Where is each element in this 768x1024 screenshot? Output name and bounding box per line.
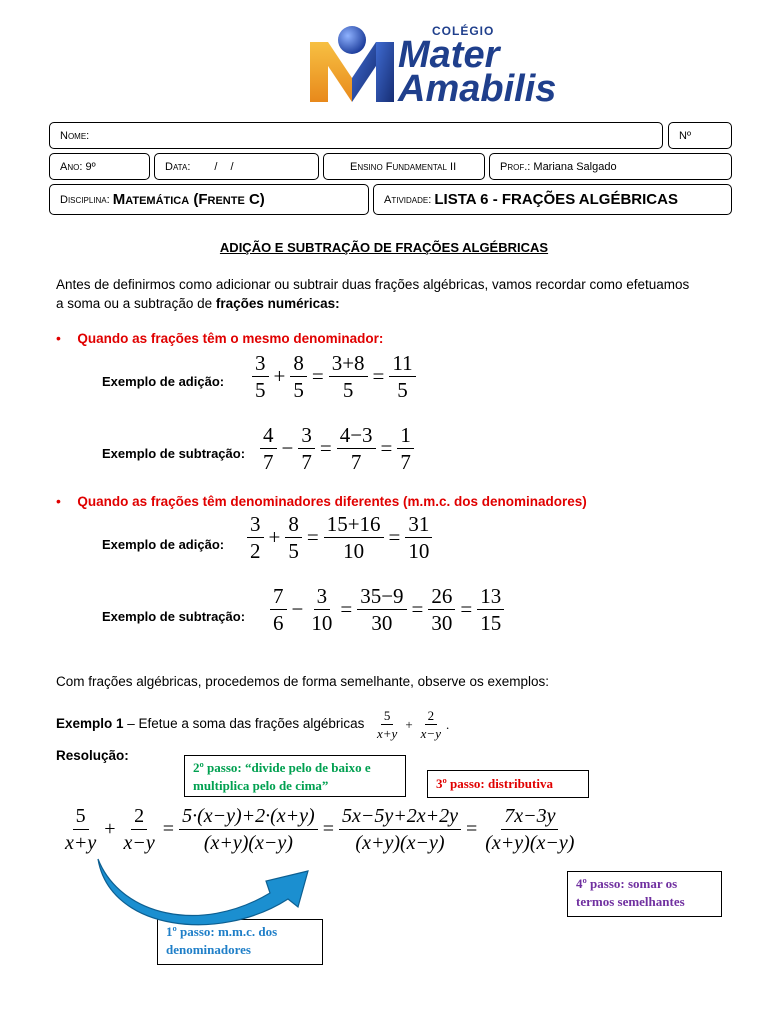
eq2-b-num: 3 bbox=[298, 423, 315, 449]
eq3-a-num: 3 bbox=[247, 512, 264, 538]
equation-subtraction-2: $\frac{7}{6}$ − $\frac{3}{10}$ = $\frac{35-9}{30}$ = $\frac{26}{30}$ = $\frac{13}{15}$ bbox=[268, 584, 506, 635]
logo-m-icon bbox=[306, 22, 398, 106]
bullet-dot-icon: • bbox=[56, 330, 61, 346]
ano-value: 9º bbox=[85, 160, 96, 173]
equation-addition-1: $\frac{3}{5}$ + $\frac{8}{5}$ = $\frac{3+8}{5}$ = $\frac{11}{5}$ bbox=[250, 351, 418, 402]
eq4-op: − bbox=[291, 597, 304, 621]
eq3-b-num: 8 bbox=[285, 512, 302, 538]
eq1-c-num: 3+8 bbox=[329, 351, 368, 377]
nome-label: Nome: bbox=[60, 129, 90, 142]
intro-paragraph bbox=[56, 275, 736, 313]
logo-line2: Amabilis bbox=[398, 68, 557, 110]
intro-line-2: a soma ou a subtração de bbox=[56, 296, 216, 311]
eq4-c-den: 30 bbox=[371, 611, 393, 635]
exemplo1-fractions: $\frac{5}{x+y}$ + $\frac{2}{x-y}$ . bbox=[372, 708, 449, 741]
data-label: Data: bbox=[165, 160, 191, 173]
eq4-c-num: 35−9 bbox=[357, 584, 406, 610]
bullet-dot-icon: • bbox=[56, 493, 61, 509]
eq1-c-den: 5 bbox=[342, 378, 354, 402]
logo-wordmark bbox=[398, 24, 557, 110]
algebraic-intro: Com frações algébricas, procedemos de forma semelhante, observe os exemplos: bbox=[56, 674, 549, 689]
example-addition-label-2: Exemplo de adição: bbox=[102, 537, 225, 552]
main-r-num: 7x−3y bbox=[501, 804, 558, 830]
step3-box: 3º passo: distributiva bbox=[427, 770, 589, 798]
ex1-a-den: x+y bbox=[377, 726, 398, 741]
eq3-r-num: 31 bbox=[405, 512, 432, 538]
eq1-r-den: 5 bbox=[397, 378, 408, 402]
eq2-c-den: 7 bbox=[350, 450, 362, 474]
curved-arrow-icon bbox=[90, 855, 330, 935]
data-field[interactable] bbox=[154, 153, 319, 180]
eq4-r-num: 13 bbox=[477, 584, 504, 610]
school-logo bbox=[306, 22, 398, 111]
eq1-r-num: 11 bbox=[389, 351, 415, 377]
eq4-r-den: 15 bbox=[480, 611, 502, 635]
step2-box: 2º passo: “divide pelo de baixo e multiplica pelo de cima” bbox=[184, 755, 406, 797]
main-equation: $\frac{5}{x+y}$ + $\frac{2}{x-y}$ = $\frac{5\cdot(x-y)+2\cdot(x+y)}{(x+y)(x-y)}$ = $\frac{5x-5y+2x+2y}{(x+y)(x-y)}$ = $\frac{7x-3y}{(x+y)(x-y)}$ bbox=[60, 804, 579, 855]
bullet-same-denominator bbox=[56, 330, 383, 348]
eq2-c-num: 4−3 bbox=[337, 423, 376, 449]
logo-small-text: COLÉGIO bbox=[432, 24, 495, 38]
exemplo1-text: – Efetue a soma das frações algébricas bbox=[123, 716, 365, 731]
eq3-a-den: 2 bbox=[250, 539, 261, 563]
ensino-label: Ensino Fundamental II bbox=[350, 160, 457, 173]
ex1-b-den: x−y bbox=[420, 726, 441, 741]
ano-field[interactable] bbox=[49, 153, 150, 180]
numero-label: Nº bbox=[679, 129, 691, 142]
equation-addition-2: $\frac{3}{2}$ + $\frac{8}{5}$ = $\frac{15+16}{10}$ = $\frac{31}{10}$ bbox=[245, 512, 434, 563]
ex1-b-num: 2 bbox=[425, 708, 438, 725]
eq1-a-den: 5 bbox=[255, 378, 266, 402]
example-subtraction-label-2: Exemplo de subtração: bbox=[102, 609, 246, 624]
eq2-b-den: 7 bbox=[301, 450, 312, 474]
equation-subtraction-1: $\frac{4}{7}$ − $\frac{3}{7}$ = $\frac{4-3}{7}$ = $\frac{1}{7}$ bbox=[258, 423, 416, 474]
step4-box: 4º passo: somar os termos semelhantes bbox=[567, 871, 722, 917]
ex1-a-num: 5 bbox=[381, 708, 394, 725]
resolucao-label: Resolução: bbox=[56, 748, 129, 763]
main-b-den: x−y bbox=[123, 832, 155, 854]
prof-box bbox=[489, 153, 732, 180]
eq4-b-num: 3 bbox=[314, 584, 331, 610]
eq2-op: − bbox=[281, 436, 294, 460]
bullet1-text: Quando as frações têm o mesmo denominador: bbox=[77, 331, 384, 346]
eq3-c-num: 15+16 bbox=[324, 512, 384, 538]
bullet-different-denominators bbox=[56, 493, 587, 511]
data-value: / / bbox=[214, 160, 234, 173]
page-title: ADIÇÃO E SUBTRAÇÃO DE FRAÇÕES ALGÉBRICAS bbox=[219, 240, 549, 255]
atividade-label: Atividade: bbox=[384, 193, 432, 206]
eq3-r-den: 10 bbox=[408, 539, 430, 563]
eq2-r-den: 7 bbox=[400, 450, 411, 474]
eq1-b-num: 8 bbox=[290, 351, 307, 377]
eq4-b-den: 10 bbox=[311, 611, 333, 635]
eq1-op: + bbox=[273, 364, 286, 388]
main-c-num: 5·(x−y)+2·(x+y) bbox=[179, 804, 318, 830]
eq4-d-num: 26 bbox=[428, 584, 455, 610]
eq4-a-den: 6 bbox=[273, 611, 284, 635]
eq3-op: + bbox=[268, 525, 281, 549]
main-a-den: x+y bbox=[65, 832, 97, 854]
eq1-a-num: 3 bbox=[252, 351, 269, 377]
prof-label: Prof.: bbox=[500, 160, 531, 173]
main-a-num: 5 bbox=[73, 804, 89, 830]
main-r-den: (x+y)(x−y) bbox=[485, 832, 575, 854]
atividade-value: LISTA 6 - FRAÇÕES ALGÉBRICAS bbox=[434, 191, 678, 208]
main-c-den: (x+y)(x−y) bbox=[203, 832, 293, 854]
nome-field[interactable] bbox=[49, 122, 663, 149]
ensino-box bbox=[323, 153, 485, 180]
main-d-num: 5x−5y+2x+2y bbox=[339, 804, 461, 830]
main-b-num: 2 bbox=[131, 804, 147, 830]
disciplina-box bbox=[49, 184, 369, 215]
eq1-b-den: 5 bbox=[293, 378, 304, 402]
atividade-box bbox=[373, 184, 732, 215]
disciplina-value: Matemática (Frente C) bbox=[112, 191, 265, 208]
step1-box: 1º passo: m.m.c. dos denominadores bbox=[157, 919, 323, 965]
eq2-r-num: 1 bbox=[397, 423, 414, 449]
intro-line-1: Antes de definirmos como adicionar ou subtrair duas frações algébricas, vamos recordar como efetuamos bbox=[56, 277, 690, 292]
exemplo1-label: Exemplo 1 bbox=[56, 716, 124, 731]
main-d-den: (x+y)(x−y) bbox=[355, 832, 445, 854]
intro-bold: frações numéricas: bbox=[215, 296, 340, 311]
eq2-a-num: 4 bbox=[260, 423, 277, 449]
eq2-a-den: 7 bbox=[263, 450, 274, 474]
eq3-b-den: 5 bbox=[288, 539, 299, 563]
logo-line1: Mater bbox=[398, 34, 500, 76]
eq3-c-den: 10 bbox=[343, 539, 365, 563]
example-subtraction-label-1: Exemplo de subtração: bbox=[102, 446, 246, 461]
exemplo1-statement bbox=[56, 716, 364, 731]
prof-value: Mariana Salgado bbox=[533, 160, 617, 173]
numero-field[interactable] bbox=[668, 122, 732, 149]
example-addition-label-1: Exemplo de adição: bbox=[102, 374, 225, 389]
eq4-d-den: 30 bbox=[431, 611, 453, 635]
disciplina-label: Disciplina: bbox=[60, 193, 110, 206]
bullet2-text: Quando as frações têm denominadores diferentes (m.m.c. dos denominadores) bbox=[77, 494, 587, 509]
ano-label: Ano: bbox=[60, 160, 83, 173]
eq4-a-num: 7 bbox=[270, 584, 287, 610]
